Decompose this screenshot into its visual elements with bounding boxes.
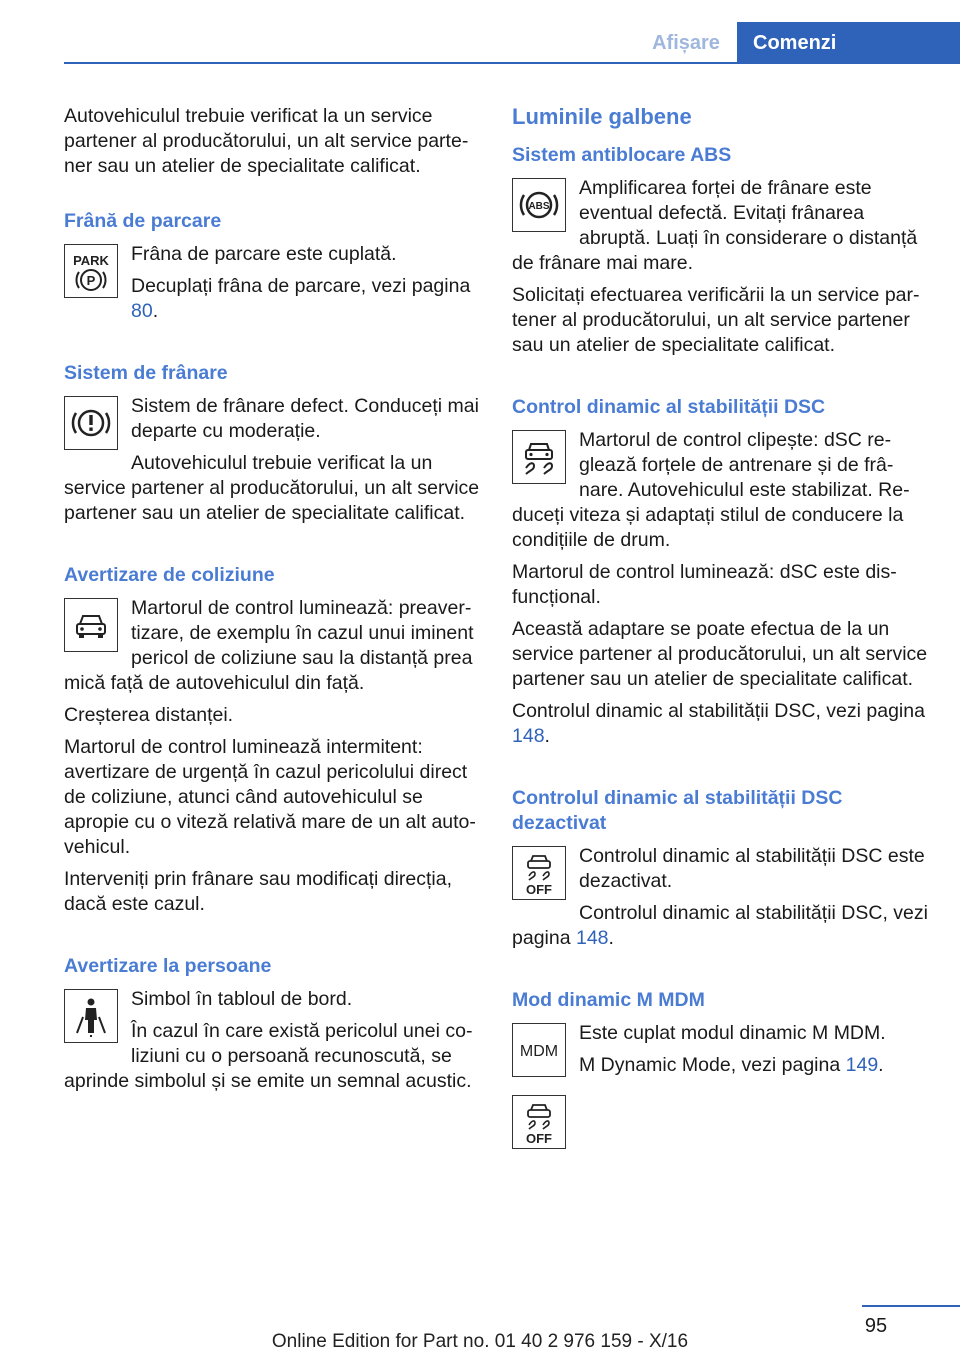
- mdm-page-link[interactable]: 149: [845, 1054, 879, 1076]
- pedestrian-icon: [64, 989, 118, 1043]
- abs-text-1: Amplificarea forței de frânare este eventual defectă. Evitați frânarea abruptă. Luați în considerare o distanță de frânare mai mare.: [512, 177, 918, 274]
- park-page-link[interactable]: 80: [131, 300, 153, 322]
- dsc-text-4: Controlul dinamic al stabilității DSC, vezi pagina 148.: [512, 700, 925, 747]
- collision-text-2: Creșterea distanței.: [64, 704, 234, 726]
- dsc-off-icon-label: OFF: [526, 882, 552, 896]
- park-brake-icon: [64, 244, 118, 298]
- collision-heading: Avertizare de coliziune: [64, 564, 275, 586]
- dsc-off-icon-2-label: OFF: [526, 1131, 552, 1145]
- park-text-1: Frâna de parcare este cuplată.: [131, 243, 397, 265]
- mdm-text-2: M Dynamic Mode, vezi pagina 149.: [579, 1054, 884, 1076]
- persons-text-2: În cazul în care există pericolul unei coliziuni cu o persoană recunoscută, se aprinde simbolul și se emite un semnal acustic.: [64, 1020, 473, 1092]
- footer-rule: [862, 1305, 960, 1307]
- dsc-page-link[interactable]: 148: [512, 725, 545, 747]
- dsc-off-heading: Controlul dinamic al stabilității DSC dezactivat: [512, 787, 843, 834]
- dsc-skid-icon: [512, 430, 566, 484]
- park-text-2: Decuplați frâna de parcare, vezi pagina 80.: [131, 275, 471, 322]
- header-rule: [64, 62, 960, 64]
- collision-text-3: Martorul de control luminează intermitent: avertizare de urgență în cazul pericolului direct de coliziune, atunci când autovehiculul se apropie cu o viteză relativă mare de un alt autovehicul.: [64, 736, 476, 858]
- brake-system-heading: Sistem de frânare: [64, 362, 228, 384]
- dsc-off-icon: [512, 846, 566, 900]
- persons-text-1: Simbol în tabloul de bord.: [131, 988, 353, 1010]
- collision-text-1: Martorul de control luminează: preavertizare, de exemplu în cazul unui iminent pericol de coliziune sau la distanță prea mică față de autovehiculul din față.: [64, 597, 474, 694]
- abs-icon: [512, 178, 566, 232]
- yellow-lights-title: Luminile galbene: [512, 104, 692, 129]
- abs-text-2: Solicitați efectuarea verificării la un service partener al producătorului, un alt service partener sau un atelier de specialitate calificat.: [512, 284, 920, 356]
- abs-icon-label: ABS: [528, 201, 550, 212]
- mdm-icon-label: MDM: [519, 1043, 559, 1060]
- dsc-off-page-link[interactable]: 148: [575, 927, 609, 949]
- dsc-heading: Control dinamic al stabilității DSC: [512, 396, 826, 418]
- collision-car-icon: [64, 598, 118, 652]
- right-column: [512, 104, 930, 1149]
- collision-text-4: Interveniți prin frânare sau modificați direcția, dacă este cazul.: [64, 868, 453, 915]
- dsc-off-text-1: Controlul dinamic al stabilității DSC este dezactivat.: [579, 845, 925, 892]
- brake-text-2: Autovehiculul trebuie verificat la un service partener al producătorului, un alt service partener sau un atelier de specialitate calificat.: [64, 452, 480, 524]
- tab-comenzi[interactable]: Comenzi: [737, 22, 960, 62]
- dsc-off-icon-2: [512, 1095, 566, 1149]
- mdm-text-1: Este cuplat modul dinamic M MDM.: [579, 1022, 886, 1044]
- footer-edition: Online Edition for Part no. 01 40 2 976 159 - X/16: [271, 1331, 689, 1352]
- park-icon-label: PARK: [73, 253, 109, 268]
- dsc-text-3: Această adaptare se poate efectua de la un service partener al producătorului, un alt service partener sau un atelier de specialitate calificat.: [512, 618, 928, 690]
- persons-heading: Avertizare la persoane: [64, 955, 272, 977]
- dsc-text-1: Martorul de control clipește: dSC reglează forțele de antrenare și de frânare. Autovehiculul este stabilizat. Reduceți viteza și adaptați stilul de conducere la condițiile de drum.: [512, 429, 910, 551]
- tab-afisare[interactable]: Afișare: [652, 32, 720, 54]
- svg-text:P: P: [86, 273, 96, 288]
- abs-heading: Sistem antiblocare ABS: [512, 144, 732, 166]
- dsc-text-2: Martorul de control luminează: dSC este disfuncțional.: [512, 561, 897, 608]
- brake-warning-icon: [64, 396, 118, 450]
- park-brake-heading: Frână de parcare: [64, 210, 222, 232]
- page-number: 95: [864, 1315, 888, 1337]
- brake-text-1: Sistem de frânare defect. Conduceți mai departe cu moderație.: [131, 395, 479, 442]
- left-column: [64, 104, 482, 1101]
- dsc-off-text-2: Controlul dinamic al stabilității DSC, vezi pagina 148.: [512, 902, 928, 949]
- mdm-heading: Mod dinamic M MDM: [512, 989, 705, 1011]
- intro-text: Autovehiculul trebuie verificat la un service partener al producătorului, un alt service partener sau un atelier de specialitate calificat.: [64, 105, 469, 177]
- mdm-icon: [512, 1023, 566, 1077]
